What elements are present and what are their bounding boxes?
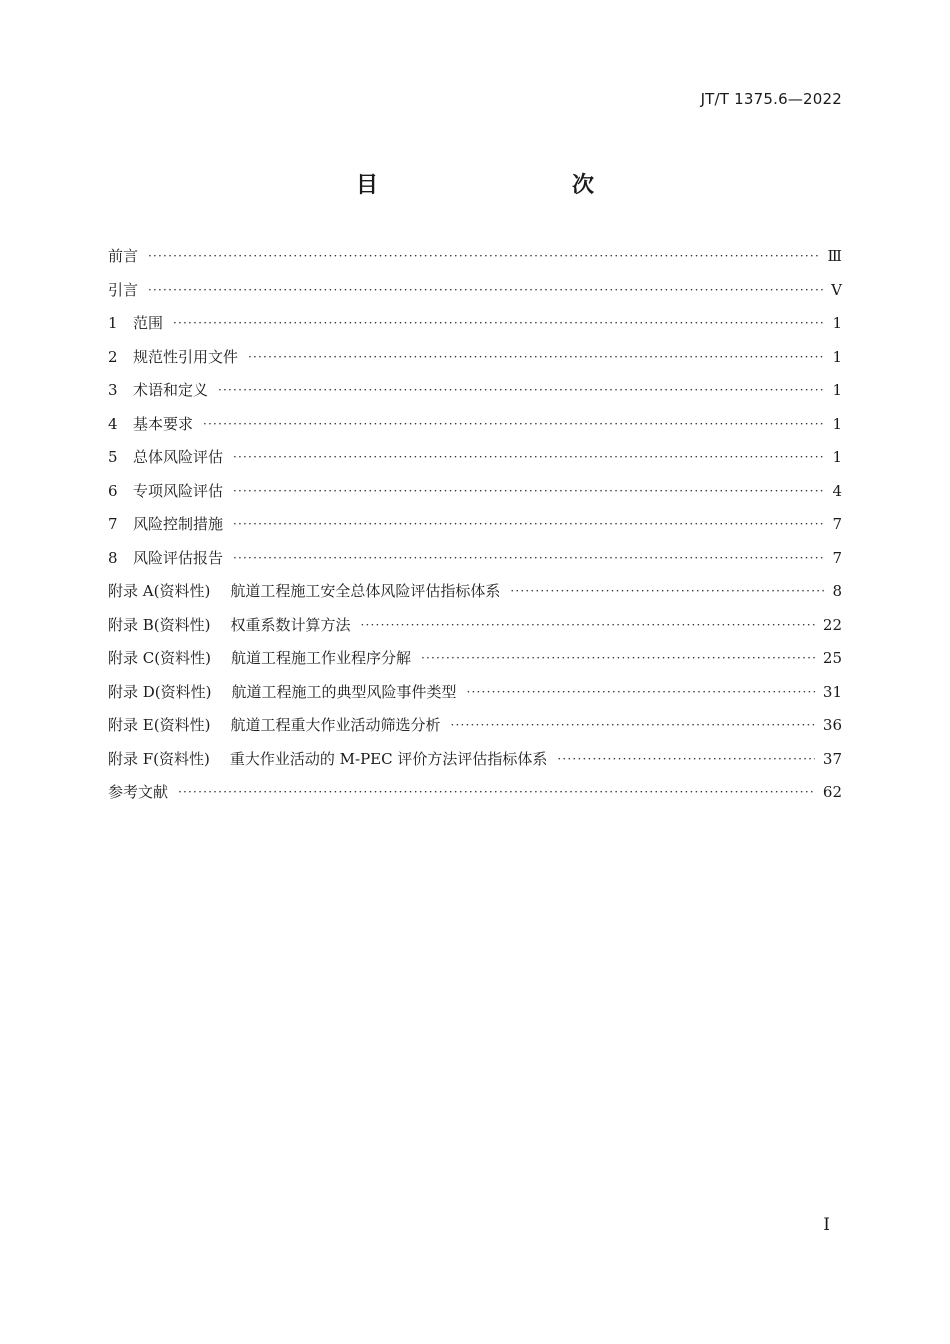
toc-entry-page: 7 bbox=[832, 548, 842, 567]
standard-code: JT/T 1375.6—2022 bbox=[700, 90, 842, 108]
toc-entry-label: 前言 bbox=[108, 247, 139, 265]
toc-dot-leader bbox=[233, 551, 824, 565]
toc-entry-page: 62 bbox=[822, 783, 842, 801]
toc-entry-introduction[interactable] bbox=[108, 279, 842, 313]
toc-entry-references[interactable] bbox=[108, 781, 842, 815]
toc-entry-label: 风险评估报告 bbox=[133, 548, 224, 567]
toc-entry-page: 1 bbox=[832, 414, 842, 433]
toc-dot-leader bbox=[233, 517, 824, 531]
toc-entry-8[interactable] bbox=[108, 547, 842, 581]
toc-dot-leader bbox=[233, 450, 824, 464]
toc-appendix-prefix: 附录 D(资料性) bbox=[108, 682, 212, 701]
toc-entry-page: 25 bbox=[822, 649, 842, 667]
toc-entry-page: 36 bbox=[822, 716, 842, 734]
toc-entry-number: 5 bbox=[108, 448, 118, 466]
toc-entry-label: 引言 bbox=[108, 280, 139, 299]
toc-entry-appendix-a[interactable] bbox=[108, 580, 842, 614]
toc-entry-number: 4 bbox=[108, 414, 118, 433]
toc-entry-number: 6 bbox=[108, 481, 118, 500]
toc-entry-page: 1 bbox=[832, 448, 842, 466]
toc-entry-appendix-d[interactable] bbox=[108, 681, 842, 715]
toc-entry-appendix-b[interactable] bbox=[108, 614, 842, 648]
toc-entry-label: 权重系数计算方法 bbox=[230, 615, 351, 634]
toc-entry-page: 1 bbox=[832, 381, 842, 399]
toc-appendix-prefix: 附录 E(资料性) bbox=[108, 716, 211, 734]
toc-appendix-prefix: 附录 F(资料性) bbox=[108, 749, 210, 768]
toc-dot-leader bbox=[233, 484, 824, 498]
toc-dot-leader bbox=[557, 752, 815, 766]
toc-dot-leader bbox=[510, 584, 824, 598]
toc-dot-leader bbox=[178, 785, 815, 799]
toc-entry-5[interactable] bbox=[108, 446, 842, 480]
toc-entry-number: 3 bbox=[108, 381, 118, 399]
toc-entry-7[interactable] bbox=[108, 513, 842, 547]
toc-entry-appendix-f[interactable] bbox=[108, 748, 842, 782]
toc-dot-leader bbox=[361, 618, 815, 632]
toc-entry-6[interactable] bbox=[108, 480, 842, 514]
toc-entry-page: Ⅲ bbox=[827, 247, 842, 265]
toc-entry-page: 37 bbox=[822, 749, 842, 768]
toc-entry-label: 重大作业活动的 M-PEC 评价方法评估指标体系 bbox=[229, 749, 548, 768]
toc-entry-page: 1 bbox=[832, 347, 842, 366]
toc-dot-leader bbox=[218, 383, 824, 397]
toc-entry-page: 4 bbox=[832, 481, 842, 500]
toc-entry-label: 规范性引用文件 bbox=[133, 347, 239, 366]
toc-entry-label: 风险控制措施 bbox=[133, 515, 224, 533]
toc-entry-label: 航道工程施工安全总体风险评估指标体系 bbox=[230, 582, 501, 600]
toc-entry-label: 参考文献 bbox=[108, 783, 169, 801]
toc-dot-leader bbox=[450, 718, 814, 732]
toc-entry-appendix-c[interactable] bbox=[108, 647, 842, 681]
toc-entry-label: 总体风险评估 bbox=[133, 448, 224, 466]
toc-dot-leader bbox=[421, 651, 815, 665]
toc-entry-page: 8 bbox=[832, 582, 842, 600]
toc-dot-leader bbox=[248, 350, 824, 364]
page-number: Ⅰ bbox=[823, 1215, 830, 1235]
toc-entry-appendix-e[interactable] bbox=[108, 714, 842, 748]
toc-entry-number: 7 bbox=[108, 515, 118, 533]
toc-entry-page: 1 bbox=[832, 314, 842, 332]
toc-entry-number: 8 bbox=[108, 548, 118, 567]
toc-entry-label: 术语和定义 bbox=[133, 381, 209, 399]
toc-dot-leader bbox=[467, 685, 815, 699]
toc-entry-page: 22 bbox=[822, 615, 842, 634]
toc-entry-preface[interactable] bbox=[108, 245, 842, 279]
toc-entry-3[interactable] bbox=[108, 379, 842, 413]
toc-entry-page: 7 bbox=[832, 515, 842, 533]
toc-appendix-prefix: 附录 B(资料性) bbox=[108, 615, 211, 634]
page-title: 目 次 bbox=[355, 173, 644, 198]
toc-entry-label: 专项风险评估 bbox=[133, 481, 224, 500]
toc-appendix-prefix: 附录 A(资料性) bbox=[108, 582, 211, 600]
toc-appendix-prefix: 附录 C(资料性) bbox=[108, 649, 211, 667]
toc-entry-page: 31 bbox=[822, 682, 842, 701]
toc-entry-page: Ⅴ bbox=[831, 280, 842, 299]
toc-dot-leader bbox=[148, 249, 820, 263]
toc-dot-leader bbox=[148, 283, 823, 297]
toc-entry-label: 基本要求 bbox=[133, 414, 194, 433]
toc-entry-number: 2 bbox=[108, 347, 118, 366]
toc-entry-number: 1 bbox=[108, 314, 118, 332]
toc-entry-label: 航道工程施工作业程序分解 bbox=[230, 649, 411, 667]
toc-entry-label: 范围 bbox=[133, 314, 164, 332]
toc-entry-4[interactable] bbox=[108, 413, 842, 447]
toc-dot-leader bbox=[203, 417, 824, 431]
toc-entry-label: 航道工程重大作业活动筛选分析 bbox=[230, 716, 441, 734]
toc-entry-1[interactable] bbox=[108, 312, 842, 346]
toc-entry-2[interactable] bbox=[108, 346, 842, 380]
toc-entry-label: 航道工程施工的典型风险事件类型 bbox=[231, 682, 457, 701]
table-of-contents bbox=[108, 245, 842, 815]
toc-dot-leader bbox=[173, 316, 824, 330]
